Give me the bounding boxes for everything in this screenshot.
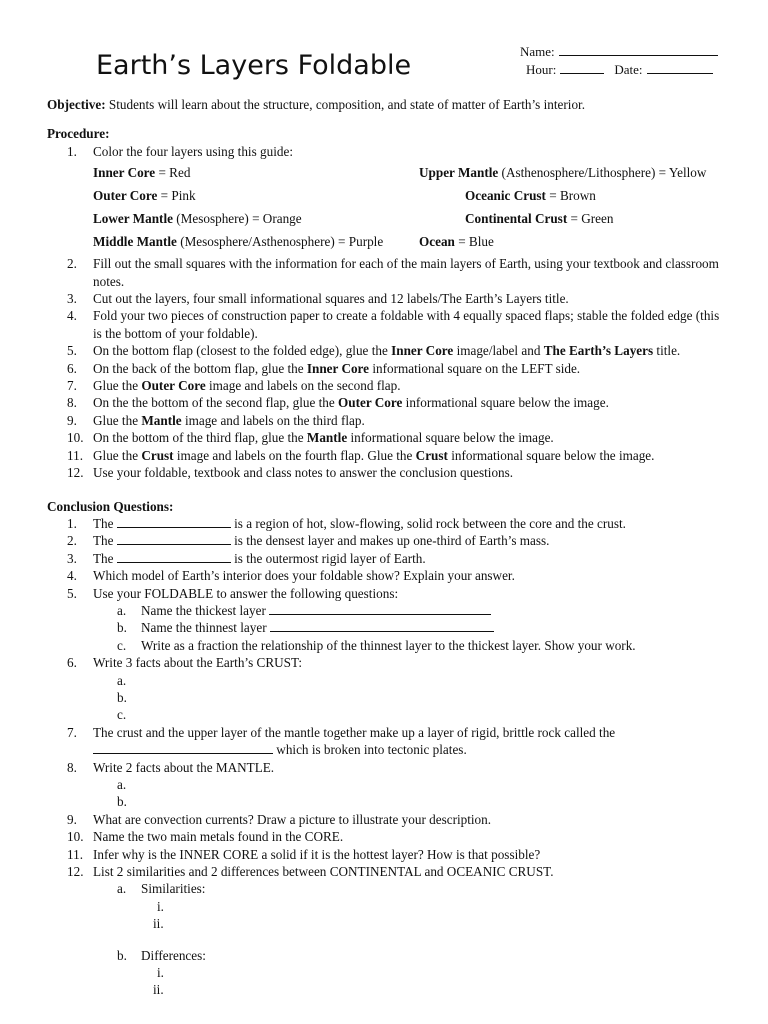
color-guide-item: Inner Core = Red	[93, 165, 191, 181]
conclusion-list	[47, 515, 727, 602]
question: 1. The is a region of hot, slow-flowing, solid rock between the core and the crust.	[67, 515, 626, 531]
sub-question: b. Differences:	[117, 947, 206, 963]
worksheet-title: Earth’s Layers Foldable	[96, 50, 412, 81]
color-guide-item: Middle Mantle (Mesosphere/Asthenosphere) = Purple	[93, 234, 384, 250]
procedure-step: 5. On the bottom flap (closest to the folded edge), glue the Inner Core image/label and The Earth’s Layers title.	[67, 343, 681, 359]
hour-blank[interactable]	[560, 61, 604, 74]
procedure-step: 1. Color the four layers using this guide:	[67, 143, 293, 159]
answer-blank[interactable]	[117, 532, 231, 545]
color-guide-item: Continental Crust = Green	[465, 211, 614, 227]
hour-date-row	[520, 61, 740, 79]
answer-line[interactable]: a.	[117, 777, 127, 792]
color-guide-item: Ocean = Blue	[419, 234, 494, 250]
objective-label: Objective:	[47, 97, 106, 112]
procedure-step: 9. Glue the Mantle image and labels on the third flap.	[67, 412, 365, 428]
question: 12. List 2 similarities and 2 differences between CONTINENTAL and OCEANIC CRUST.	[67, 864, 554, 880]
answer-line[interactable]: b.	[117, 794, 127, 810]
question: 10. Name the two main metals found in the CORE.	[67, 829, 344, 845]
procedure-step: 12. Use your foldable, textbook and class notes to answer the conclusion questions.	[67, 465, 514, 481]
sub-question: a. Name the thickest layer	[47, 602, 727, 619]
procedure-list-continued	[47, 255, 727, 481]
sub-question: b. Name the thinnest layer	[47, 619, 727, 636]
procedure-step: 7. Glue the Outer Core image and labels on the second flap.	[67, 378, 401, 394]
name-label: Name:	[520, 44, 555, 59]
color-guide-item: Upper Mantle (Asthenosphere/Lithosphere) = Yellow	[419, 165, 707, 181]
answer-line[interactable]: i.	[157, 965, 164, 981]
answer-line[interactable]: a.	[117, 672, 127, 688]
procedure-step: 3. Cut out the layers, four small informational squares and 12 labels/The Earth’s Layers title.	[67, 291, 569, 307]
procedure-list	[47, 143, 727, 160]
date-blank[interactable]	[647, 61, 713, 74]
color-guide-item: Outer Core = Pink	[93, 188, 196, 204]
color-guide-item: Lower Mantle (Mesosphere) = Orange	[93, 211, 302, 227]
answer-blank[interactable]	[269, 602, 491, 615]
question: 9. What are convection currents? Draw a picture to illustrate your description.	[67, 811, 492, 827]
color-guide	[47, 164, 727, 251]
question: 11. Infer why is the INNER CORE a solid if it is the hottest layer? How is that possible?	[67, 846, 541, 862]
color-guide-item: Oceanic Crust = Brown	[465, 188, 596, 204]
worksheet-body	[47, 96, 727, 999]
question: 7. The crust and the upper layer of the mantle together make up a layer of rigid, brittle rock called the which is broken into tectonic plates.	[67, 724, 616, 758]
answer-blank[interactable]	[117, 515, 231, 528]
answer-blank[interactable]	[117, 550, 231, 563]
answer-line[interactable]: b.	[117, 689, 127, 705]
objective	[47, 96, 727, 113]
date-label: Date:	[614, 62, 643, 77]
answer-line[interactable]: ii.	[153, 916, 164, 932]
procedure-step: 10. On the bottom of the third flap, glue the Mantle informational square below the image.	[67, 430, 554, 446]
question: 2. The is the densest layer and makes up one-third of Earth’s mass.	[67, 533, 550, 549]
procedure-heading: Procedure:	[47, 126, 110, 142]
question: 6. Write 3 facts about the Earth’s CRUST:	[67, 655, 303, 671]
procedure-step: 8. On the the bottom of the second flap, glue the Outer Core informational square below the image.	[67, 395, 609, 411]
sub-question: a. Similarities:	[117, 881, 206, 897]
procedure-step: 4. Fold your two pieces of construction paper to create a foldable with 4 equally spaced flaps; stable the folded edge (this is the bottom of your foldable).	[67, 308, 720, 341]
name-row	[520, 43, 740, 61]
answer-line[interactable]: i.	[157, 898, 164, 914]
objective-text: Students will learn about the structure, composition, and state of matter of Earth’s interior.	[105, 97, 585, 112]
hour-label: Hour:	[526, 62, 557, 77]
sub-question: c. Write as a fraction the relationship of the thinnest layer to the thickest layer. Show your work.	[117, 637, 636, 653]
procedure-step: 2. Fill out the small squares with the information for each of the main layers of Earth, using your textbook and classroom notes.	[67, 256, 719, 289]
student-info	[520, 43, 740, 79]
question: 3. The is the outermost rigid layer of Earth.	[67, 550, 426, 566]
question: 4. Which model of Earth’s interior does your foldable show? Explain your answer.	[67, 568, 515, 584]
answer-blank[interactable]	[270, 619, 494, 632]
procedure-step: 11. Glue the Crust image and labels on the fourth flap. Glue the Crust informational square below the image.	[67, 447, 655, 463]
answer-line[interactable]: ii.	[153, 982, 164, 998]
answer-line[interactable]: c.	[117, 707, 127, 723]
answer-blank[interactable]	[93, 741, 273, 754]
question: 8. Write 2 facts about the MANTLE.	[67, 759, 275, 775]
procedure-step: 6. On the back of the bottom flap, glue the Inner Core informational square on the LEFT side.	[67, 360, 581, 376]
name-blank[interactable]	[559, 43, 718, 56]
question: 5. Use your FOLDABLE to answer the following questions:	[67, 585, 399, 601]
conclusion-heading: Conclusion Questions:	[47, 498, 174, 514]
